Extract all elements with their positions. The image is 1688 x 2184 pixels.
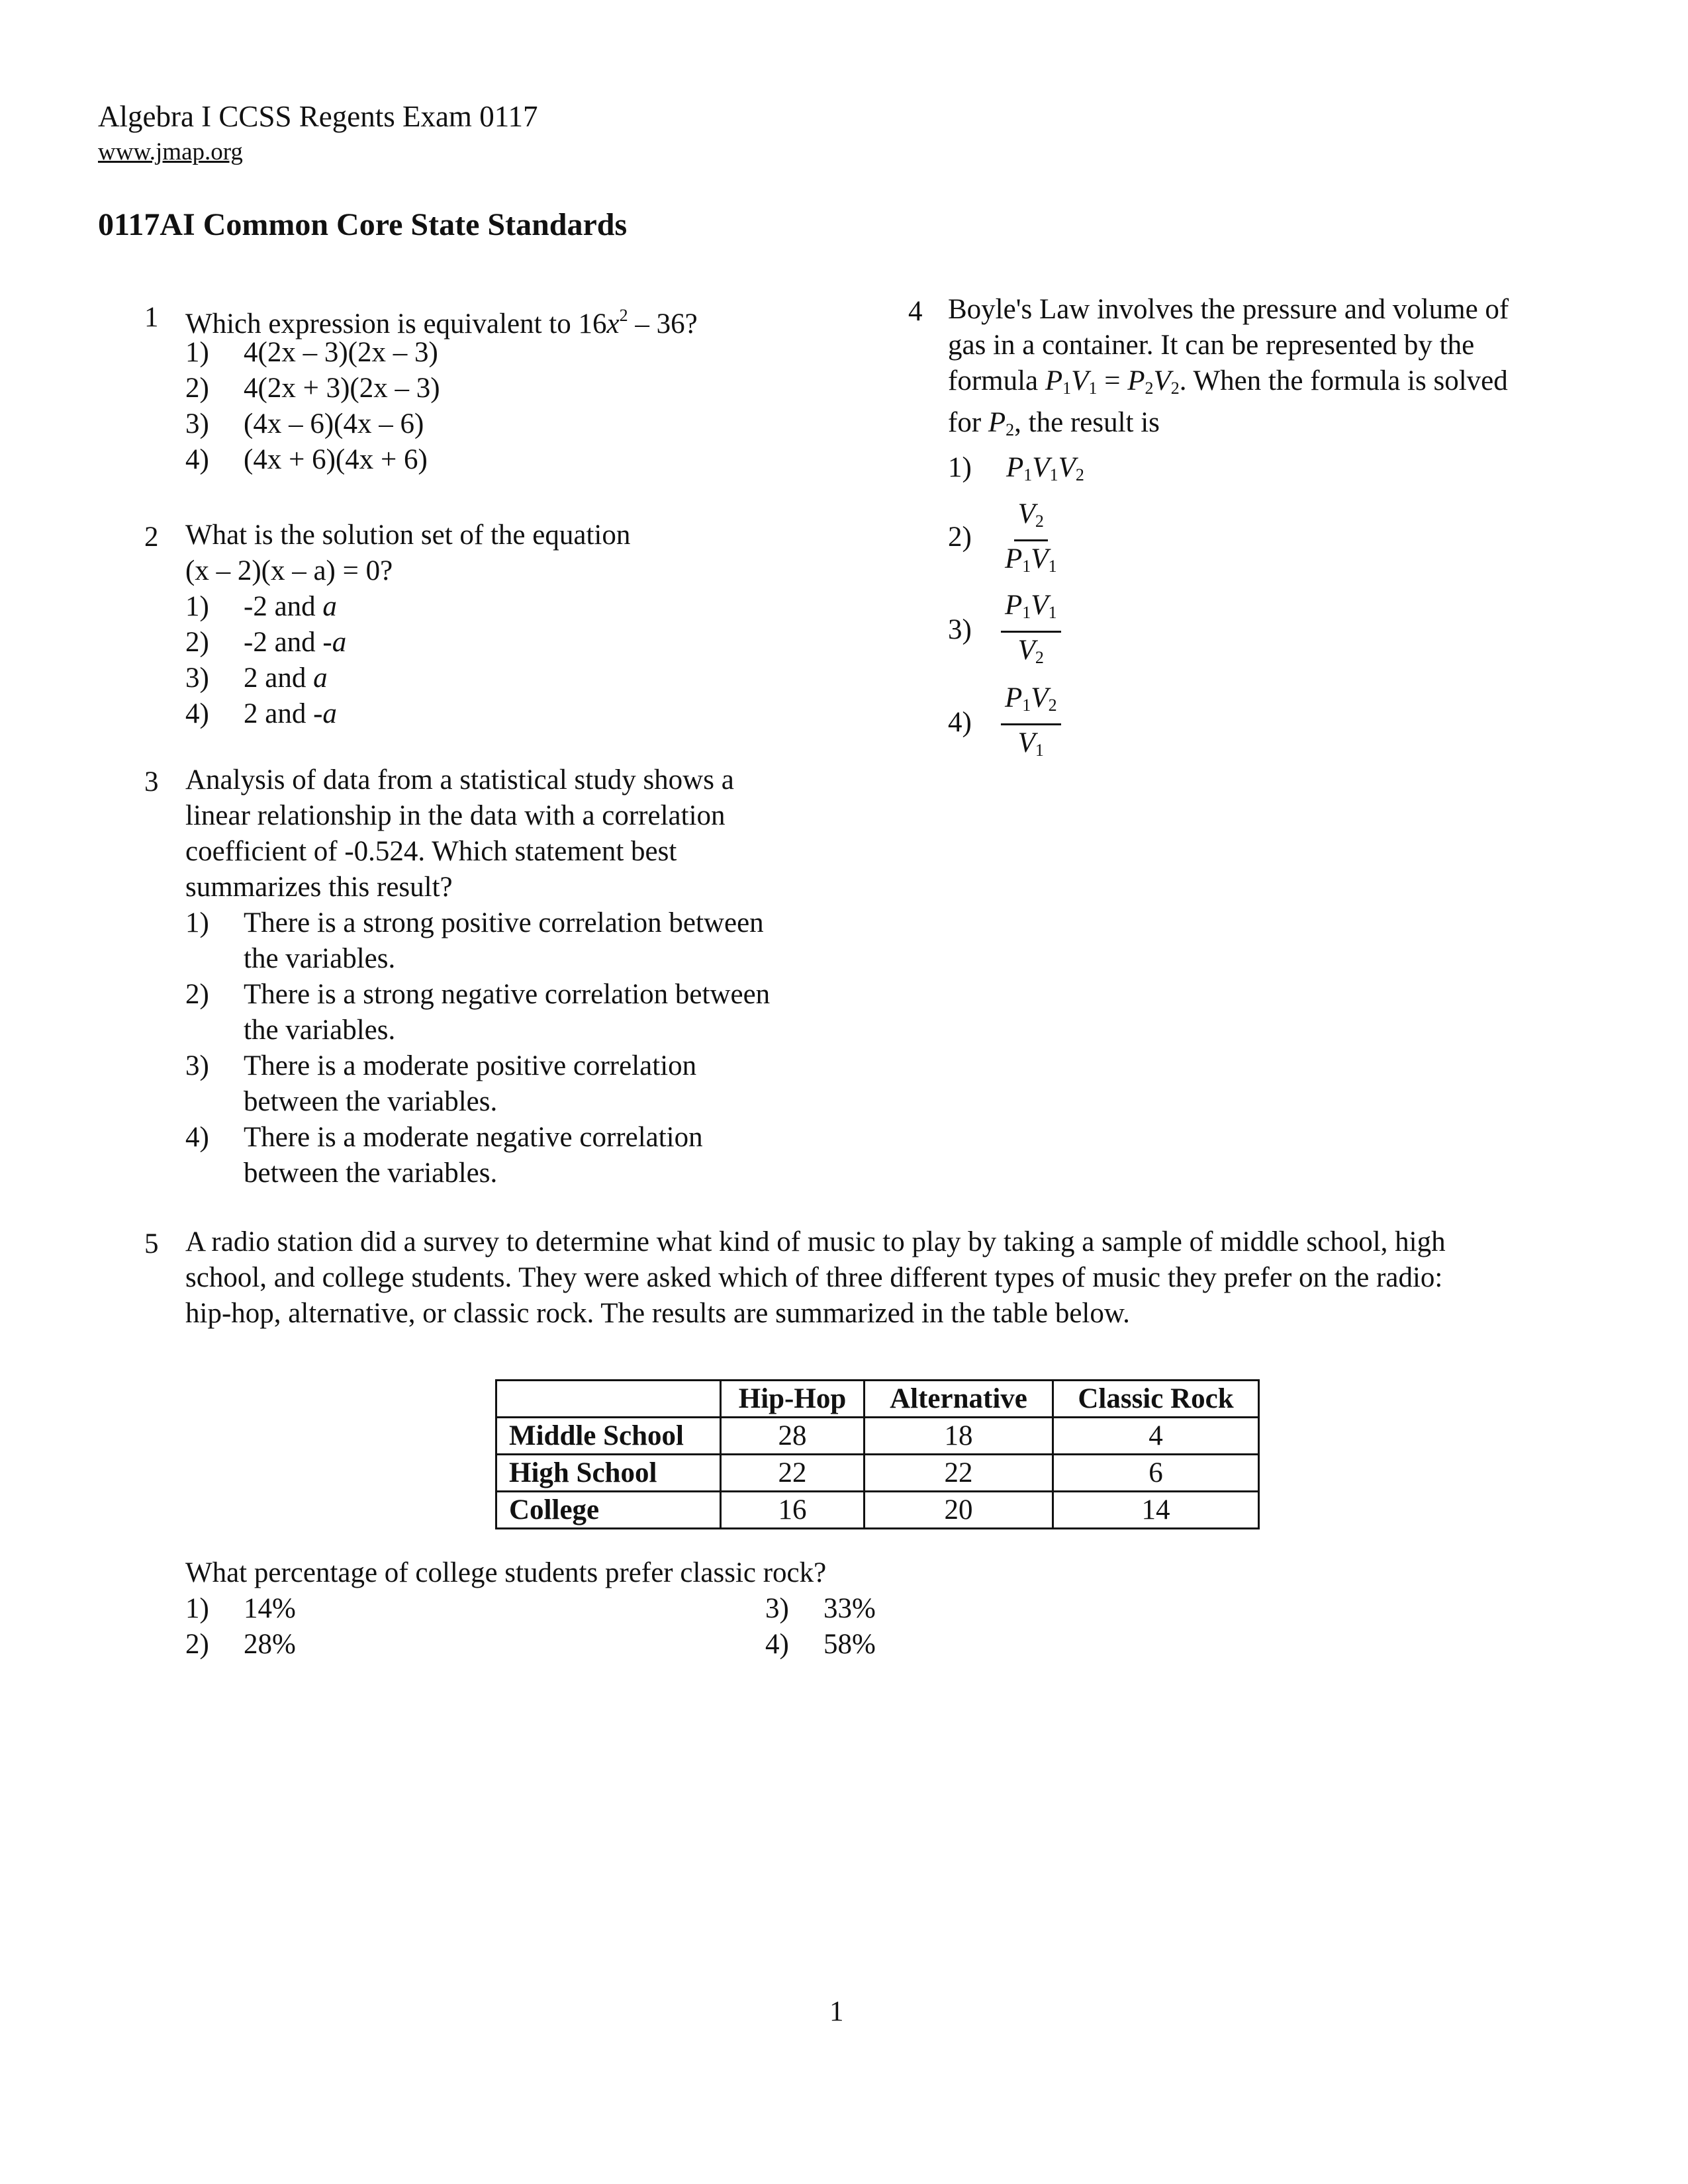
- q3-choice-3-line2: between the variables.: [244, 1086, 498, 1117]
- q2-choice-2-var: a: [332, 627, 347, 658]
- section-title: 0117AI Common Core State Standards: [98, 207, 628, 242]
- boyles-law-formula: $P_1V_1 = P_2V_2$: [1045, 365, 1180, 398]
- music-survey-table: [495, 1379, 1260, 1529]
- q4-line3-prefix: formula: [948, 365, 1045, 396]
- q4-choice-1[interactable]: [948, 450, 1084, 493]
- q3-stem-line3: coefficient of -0.524. Which statement best: [185, 836, 677, 867]
- table-row: [496, 1418, 1259, 1455]
- q1-choice-1-text: 4(2x – 3)(2x – 3): [244, 337, 438, 368]
- q3-choice-2-line2: the variables.: [244, 1015, 396, 1046]
- q3-choice-3-number: 3): [185, 1050, 209, 1081]
- q2-choice-2-number: 2): [185, 627, 209, 658]
- q4-p2-symbol: $P_2$: [988, 407, 1015, 439]
- q2-choice-4[interactable]: [185, 696, 337, 732]
- q3-choice-2-number: 2): [185, 979, 209, 1010]
- q2-number: 2: [144, 522, 159, 553]
- column-header-classic-rock: Classic Rock: [1053, 1381, 1259, 1418]
- q4-line4-suffix: , the result is: [1014, 407, 1160, 438]
- table-corner-cell: [496, 1381, 721, 1418]
- q1-stem-var: x: [606, 308, 620, 340]
- q3-choice-4[interactable]: [185, 1120, 703, 1191]
- q3-choice-4-line2: between the variables.: [244, 1158, 498, 1189]
- q2-choice-4-var: a: [322, 698, 337, 729]
- q1-choice-2-text: 4(2x + 3)(2x – 3): [244, 373, 440, 404]
- q4-choice-4-fraction: $\frac{P_1V_2}{V_1}$: [1001, 682, 1061, 767]
- cell-value: 20: [865, 1492, 1053, 1529]
- q2-choice-1-text: -2 and: [244, 591, 323, 622]
- q5-choice-1-text: 14%: [244, 1593, 296, 1624]
- q3-choice-1-line1: There is a strong positive correlation between: [244, 907, 764, 938]
- q2-choice-2-text: -2 and -: [244, 627, 332, 658]
- q2-choice-4-number: 4): [185, 698, 209, 729]
- q2-choice-3-text: 2 and: [244, 662, 314, 694]
- q5-choice-2-number: 2): [185, 1629, 209, 1660]
- q1-stem-prefix: Which expression is equivalent to 16: [185, 308, 607, 340]
- q2-choice-3-var: a: [313, 662, 328, 694]
- q5-stem-line3: hip-hop, alternative, or classic rock. The results are summarized in the table below.: [185, 1298, 1130, 1329]
- q4-choice-1-number: 1): [948, 452, 972, 483]
- row-label-middle-school: Middle School: [496, 1418, 721, 1455]
- q3-choice-4-line1: There is a moderate negative correlation: [244, 1122, 703, 1153]
- q5-choice-3[interactable]: [765, 1591, 876, 1627]
- q4-choice-2-number: 2): [948, 522, 972, 553]
- cell-value: 14: [1053, 1492, 1259, 1529]
- cell-value: 6: [1053, 1455, 1259, 1492]
- q5-number: 5: [144, 1228, 159, 1259]
- q4-choice-1-expr: $P_1V_1V_2$: [1006, 452, 1084, 484]
- q5-choice-2-text: 28%: [244, 1629, 296, 1660]
- q4-choice-2-fraction: $\frac{V_2}{P_1V_1}$: [1005, 498, 1057, 576]
- q1-choice-3-text: (4x – 6)(4x – 6): [244, 408, 424, 439]
- q2-choice-3[interactable]: [185, 660, 328, 696]
- cell-value: 22: [721, 1455, 865, 1492]
- cell-value: 4: [1053, 1418, 1259, 1455]
- page-number: 1: [829, 1996, 844, 2027]
- q4-choice-3[interactable]: [948, 612, 1006, 648]
- q4-line4-prefix: for: [948, 407, 988, 438]
- q2-choice-1-number: 1): [185, 591, 209, 622]
- q1-choice-3-number: 3): [185, 408, 209, 439]
- q2-choice-3-number: 3): [185, 662, 209, 694]
- cell-value: 28: [721, 1418, 865, 1455]
- q3-choice-3-line1: There is a moderate positive correlation: [244, 1050, 697, 1081]
- q4-number: 4: [908, 296, 923, 327]
- q3-choice-1-number: 1): [185, 907, 209, 938]
- q3-choice-3[interactable]: [185, 1048, 696, 1120]
- q4-line4: [948, 405, 1160, 448]
- q4-choice-3-number: 3): [948, 614, 972, 645]
- q3-number: 3: [144, 766, 159, 797]
- q3-choice-1[interactable]: [185, 905, 764, 977]
- q1-stem-exp: 2: [619, 306, 628, 325]
- q4-line3: [948, 363, 1508, 406]
- q1-choice-4[interactable]: [185, 442, 428, 478]
- q5-question: What percentage of college students prefer classic rock?: [185, 1557, 827, 1588]
- q2-stem-line2: (x – 2)(x – a) = 0?: [185, 555, 393, 586]
- q4-choice-4[interactable]: [948, 705, 1006, 741]
- q5-stem-line2: school, and college students. They were asked which of three different types of music they prefer on the radio:: [185, 1262, 1443, 1293]
- q5-choice-3-number: 3): [765, 1593, 789, 1624]
- q1-choice-4-number: 4): [185, 444, 209, 475]
- q2-stem-line1: What is the solution set of the equation: [185, 520, 631, 551]
- q5-choice-4-number: 4): [765, 1629, 789, 1660]
- row-label-high-school: High School: [496, 1455, 721, 1492]
- q3-choice-4-number: 4): [185, 1122, 209, 1153]
- q2-choice-1-var: a: [322, 591, 337, 622]
- q2-choice-4-text: 2 and -: [244, 698, 323, 729]
- q4-choice-2[interactable]: [948, 520, 1006, 555]
- cell-value: 18: [865, 1418, 1053, 1455]
- website-link[interactable]: www.jmap.org: [98, 138, 243, 165]
- q1-choice-1-number: 1): [185, 337, 209, 368]
- q5-choice-1[interactable]: [185, 1591, 296, 1627]
- q5-choice-4-text: 58%: [823, 1629, 876, 1660]
- q3-choice-2[interactable]: [185, 977, 770, 1048]
- q1-stem-suffix: – 36?: [628, 308, 698, 340]
- cell-value: 16: [721, 1492, 865, 1529]
- q4-line1: Boyle's Law involves the pressure and volume of: [948, 294, 1509, 325]
- q4-choice-3-fraction: $\frac{P_1V_1}{V_2}$: [1001, 589, 1061, 674]
- q1-choice-2[interactable]: [185, 371, 440, 406]
- q4-line3-suffix: . When the formula is solved: [1179, 365, 1508, 396]
- column-header-hip-hop: Hip-Hop: [721, 1381, 865, 1418]
- q5-choice-2[interactable]: [185, 1627, 296, 1662]
- q1-choice-3[interactable]: [185, 406, 424, 442]
- table-row: [496, 1492, 1259, 1529]
- q2-choice-2[interactable]: [185, 625, 346, 660]
- q1-choice-2-number: 2): [185, 373, 209, 404]
- row-label-college: College: [496, 1492, 721, 1529]
- q5-choice-4[interactable]: [765, 1627, 876, 1662]
- q5-choice-3-text: 33%: [823, 1593, 876, 1624]
- q1-number: 1: [144, 302, 159, 333]
- q4-line2: gas in a container. It can be represented by the: [948, 330, 1475, 361]
- column-header-alternative: Alternative: [865, 1381, 1053, 1418]
- q3-stem-line1: Analysis of data from a statistical study shows a: [185, 764, 734, 796]
- q3-stem-line4: summarizes this result?: [185, 872, 453, 903]
- q5-choice-1-number: 1): [185, 1593, 209, 1624]
- q3-stem-line2: linear relationship in the data with a correlation: [185, 800, 726, 831]
- table-row: [496, 1455, 1259, 1492]
- table-header-row: [496, 1381, 1259, 1418]
- q2-choice-1[interactable]: [185, 589, 337, 625]
- q1-choice-1[interactable]: [185, 335, 438, 371]
- q4-choice-4-number: 4): [948, 707, 972, 738]
- q1-choice-4-text: (4x + 6)(4x + 6): [244, 444, 428, 475]
- q3-choice-1-line2: the variables.: [244, 943, 396, 974]
- exam-title: Algebra I CCSS Regents Exam 0117: [98, 100, 538, 133]
- q5-stem-line1: A radio station did a survey to determine what kind of music to play by taking a sample of middle school, high: [185, 1226, 1446, 1257]
- q3-choice-2-line1: There is a strong negative correlation between: [244, 979, 771, 1010]
- cell-value: 22: [865, 1455, 1053, 1492]
